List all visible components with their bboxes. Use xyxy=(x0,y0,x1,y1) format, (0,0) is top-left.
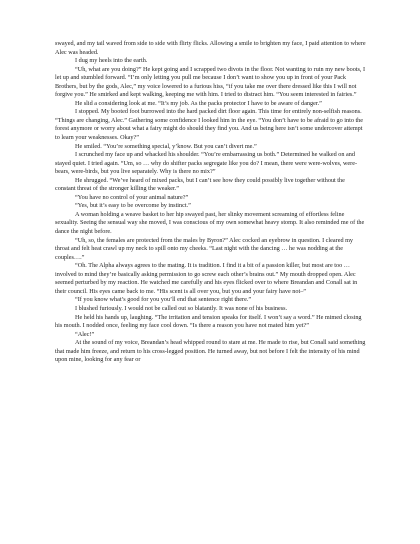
paragraph: He held his hands up, laughing. “The irritation and tension speaks for itself. I won’t say a word.” He mimed closing his mouth. I nodded once, feeling my face cool down. “Is there a reason you have not mated him yet?” xyxy=(55,313,362,330)
paragraph: “You have no control of your animal nature?” xyxy=(75,193,189,201)
paragraph: He slid a considering look at me. “It’s my job. As the packs protector I have to be aware of danger.” xyxy=(75,99,322,107)
paragraph: “Yes, but it’s easy to be overcome by instinct.” xyxy=(75,202,191,210)
paragraph: swayed, and my tail waved from side to side with flirty flicks. Allowing a smile to brighten my face, I paid attention to where Alec was headed. xyxy=(55,40,366,56)
paragraph: A woman holding a weave basket to her hip swayed past, her slinky movement screaming of effortless feline sexuality. Seeing the sensual way she moved, I was conscious of my own somewhat heavy stomp. It also reminded me of the dance the night before. xyxy=(55,210,365,236)
paragraph: I stopped. My booted foot burrowed into the hard packed dirt floor again. This time for entirely non-selfish reasons. “Things are changing, Alec.” Gathering some confidence I looked him in the eye. “You don’t have to be afraid to go into the forest anymore or worry about what a fairy might do should they find you. And us being here isn’t some undercover attempt to learn your weaknesses. Okay?” xyxy=(55,108,364,142)
paragraph: He shrugged. “We’ve heard of mixed packs, but I can’t see how they could possibly live together without the constant threat of the stronger killing the weaker.” xyxy=(55,176,345,193)
paragraph: “Alec!” xyxy=(75,330,95,338)
paragraph: I scrunched my face up and whacked his shoulder. “You’re embarrassing us both.” Determined he walked on and stayed quiet. I tried again. “Um, so … why do shifter packs segregate like you do? I mean, there were were-wolves, were-bears, were-birds, but you live separately. Why is there no mix?” xyxy=(55,151,358,176)
paragraph: He smiled. “You’re something special, y’know. But you can’t divert me.” xyxy=(75,142,257,150)
paragraph: “Uh, so, the females are protected from the males by Byron?” Alec cocked an eyebrow in question. I cleared my throat and felt heat crawl up my neck to spill onto my cheeks. “Last night with the dancing … he was nodding at the couples….” xyxy=(55,236,353,261)
paragraph: I dug my heels into the earth. xyxy=(75,57,148,65)
paragraph: At the sound of my voice, Breandan’s head whipped round to stare at me. He made to rise, but Conall said something that made him freeze, and return to his cross-legged position. He turned away, but not before I felt the intensity of his mind upon mine, looking for any fear or xyxy=(55,339,366,364)
paragraph: “Oh. The Alpha always agrees to the mating. It is tradition. I find it a bit of a passion killer, but most are too … involved to mind they’re basically asking permission to go screw each other’s brains out.” My mouth dropped open. Alec seemed perturbed by my reaction. He watched me carefully and his eyes flicked over to where Breandan and Conall sat in their council. His eyes came back to me. “His scent is all over you, but you and your fairy have not–” xyxy=(55,262,358,295)
paragraph: I blushed furiously. I would not be called out so blatantly. It was none of his business. xyxy=(75,304,288,312)
paragraph: “If you know what’s good for you you’ll end that sentence right there.” xyxy=(75,296,252,304)
body-text xyxy=(55,40,366,365)
paragraph: “Uh, what are you doing?” He kept going and I scrapped two divots in the floor. Not wanting to ruin my new boots, I let up and stumbled forward. “I’m only letting you pull me because I don’t want to show you up in front of your Pack Brothers, but by the gods, Alec,” my voice lowered to a furious hiss, “if you take me over there dressed like this I will not forgive you.” He smirked and kept walking, keeping me with him. I tried to distract him. “You seem interested in fairies.” xyxy=(55,65,366,99)
